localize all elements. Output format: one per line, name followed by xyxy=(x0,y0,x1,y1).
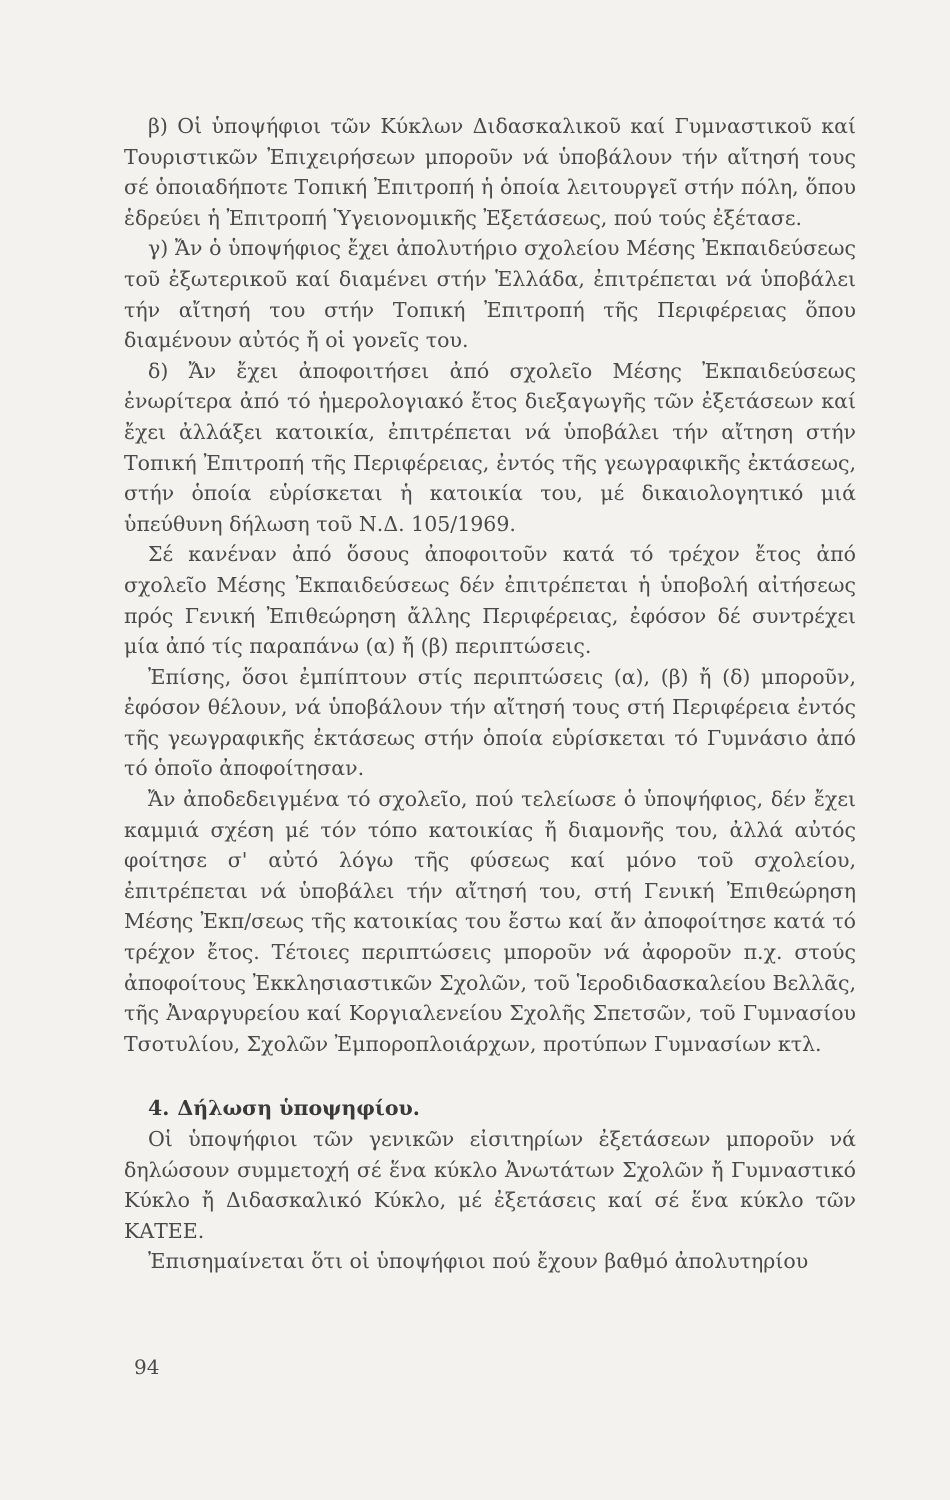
paragraph-gamma: γ) Ἄν ὁ ὑποψήφιος ἔχει ἀπολυτήριο σχολείου Μέσης Ἐκπαιδεύσεως τοῦ ἐξωτερικοῦ καί διαμένει στήν Ἑλλάδα, ἐπιτρέπεται νά ὑποβάλει τήν αἴτησή του στήν Τοπική Ἐπιτροπή τῆς Περιφέρειας ὅπου διαμένουν αὐτός ἤ οἱ γονεῖς του. xyxy=(124,236,856,353)
paragraph-special-schools: Ἄν ἀποδεδειγμένα τό σχολεῖο, πού τελείωσε ὁ ὑποψήφιος, δέν ἔχει καμμιά σχέση μέ τόν τόπο κατοικίας ἤ διαμονῆς του, ἀλλά αὐτός φοίτησε σ' αὐτό λόγω τῆς φύσεως καί μόνο τοῦ σχολείου, ἐπιτρέπεται νά ὑποβάλει τήν αἴτησή του, στή Γενική Ἐπιθεώρηση Μέσης Ἐκπ/σεως τῆς κατοικίας του ἔστω καί ἄν ἀποφοίτησε κατά τό τρέχον ἔτος. Τέτοιες περιπτώσεις μποροῦν νά ἀφοροῦν π.χ. στούς ἀποφοίτους Ἐκκλησιαστικῶν Σχολῶν, τοῦ Ἱεροδιδασκαλείου Βελλᾶς, τῆς Ἀναργυρείου καί Κοργιαλενείου Σχολῆς Σπετσῶν, τοῦ Γυμνασίου Τσοτυλίου, Σχολῶν Ἐμποροπλοιάρχων, προτύπων Γυμνασίων κτλ. xyxy=(124,787,856,1056)
paragraph-beta: β) Οἱ ὑποψήφιοι τῶν Κύκλων Διδασκαλικοῦ καί Γυμναστικοῦ καί Τουριστικῶν Ἐπιχειρήσεων μποροῦν νά ὑποβάλουν τήν αἴτησή τους σέ ὁποιαδήποτε Τοπική Ἐπιτροπή ἡ ὁποία λειτουργεῖ στήν πόλη, ὅπου ἑδρεύει ἡ Ἐπιτροπή Ὑγειονομικῆς Ἐξετάσεως, πού τούς ἐξέτασε. xyxy=(124,114,856,230)
paragraph-delta: δ) Ἄν ἔχει ἀποφοιτήσει ἀπό σχολεῖο Μέσης Ἐκπαιδεύσεως ἐνωρίτερα ἀπό τό ἡμερολογιακό ἔτος διεξαγωγῆς τῶν ἐξετάσεων καί ἔχει ἀλλάξει κατοικία, ἐπιτρέπεται νά ὑποβάλει τήν αἴτηση στήν Τοπική Ἐπιτροπή τῆς Περιφέρειας, ἐντός τῆς γεωγραφικῆς ἐκτάσεως, στήν ὁποία εὑρίσκεται ἡ κατοικία του, μέ δικαιολογητικό μιά ὑπεύθυνη δήλωση τοῦ Ν.Δ. 105/1969. xyxy=(124,358,856,536)
section-number: 4. xyxy=(148,1096,170,1121)
section-title: Δήλωση ὑποψηφίου. xyxy=(177,1096,420,1121)
page-number: 94 xyxy=(134,1355,160,1379)
paragraph-also: Ἐπίσης, ὅσοι ἐμπίπτουν στίς περιπτώσεις (α), (β) ἤ (δ) μποροῦν, ἐφόσον θέλουν, νά ὑποβάλουν τήν αἴτησή τους στή Περιφέρεια ἐντός τῆς γεωγραφικῆς ἐκτάσεως στήν ὁποία εὑρίσκεται τό Γυμνάσιο ἀπό τό ὁποῖο ἀποφοίτησαν. xyxy=(124,664,856,781)
section-heading xyxy=(124,1093,856,1124)
paragraph-declaration: Οἱ ὑποψήφιοι τῶν γενικῶν εἰσιτηρίων ἐξετάσεων μποροῦν νά δηλώσουν συμμετοχή σέ ἕνα κύκλο Ἀνωτάτων Σχολῶν ἤ Γυμναστικό Κύκλο ἤ Διδασκαλικό Κύκλο, μέ ἐξετάσεις καί σέ ἕνα κύκλο τῶν ΚΑΤΕΕ. xyxy=(124,1127,856,1243)
body-text xyxy=(124,111,856,1277)
paragraph-no-transfer: Σέ κανέναν ἀπό ὅσους ἀποφοιτοῦν κατά τό τρέχον ἔτος ἀπό σχολεῖο Μέσης Ἐκπαιδεύσεως δέν ἐπιτρέπεται ἡ ὑποβολή αἰτήσεως πρός Γενική Ἐπιθεώρηση ἄλλης Περιφέρειας, ἐφόσον δέ συντρέχει μία ἀπό τίς παραπάνω (α) ἤ (β) περιπτώσεις. xyxy=(124,542,856,659)
paragraph-note: Ἐπισημαίνεται ὅτι οἱ ὑποψήφιοι πού ἔχουν βαθμό ἀπολυτηρίου xyxy=(148,1249,809,1274)
